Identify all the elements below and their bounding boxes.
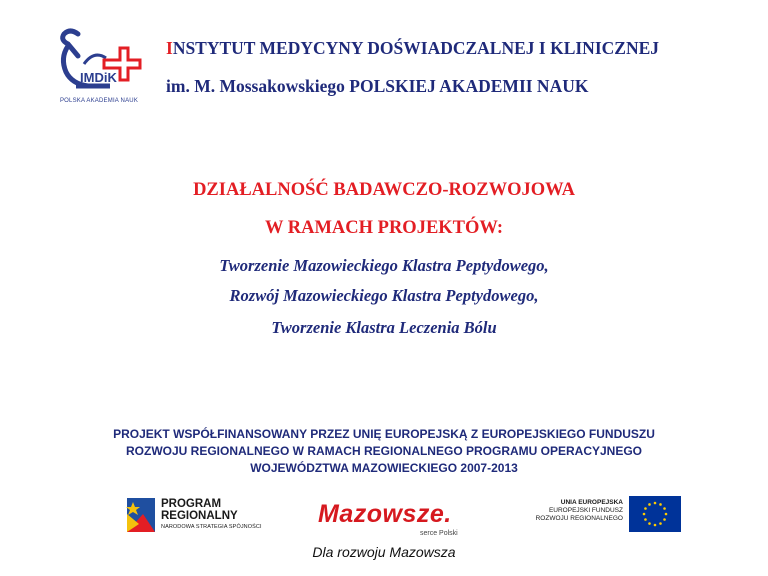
mazowsze-tagline: serce Polski [420,530,458,537]
institute-name-rest: NSTYTUT MEDYCYNY DOŚWIADCZALNEJ I KLINICZNEJ [172,38,660,58]
funding-line: ROZWOJU REGIONALNEGO W RAMACH REGIONALNEGO PROGRAMU OPERACYJNEGO [125,444,643,458]
eu-star [643,513,646,516]
eu-line-3: ROZWOJU REGIONALNEGO [535,515,623,522]
funding-line: PROJEKT WSPÓŁFINANSOWANY PRZEZ UNIĘ EUROPEJSKĄ Z EUROPEJSKIEGO FUNDUSZU [113,427,655,441]
institute-name [166,38,659,59]
imdik-logo-name: IMDiK [80,70,117,85]
mazowsze-wordmark: Mazowsze. [318,500,452,528]
eu-star [648,522,651,525]
program-line-2: REGIONALNY [161,510,238,522]
project-item: Rozwój Mazowieckiego Klastra Peptydowego, [229,286,539,305]
eu-star [654,524,657,527]
title-line-1: DZIAŁALNOŚĆ BADAWCZO-ROZWOJOWA [193,180,575,200]
eu-star [665,513,668,516]
eu-star [654,502,657,505]
title-line-2: W RAMACH PROJEKTÓW: [264,218,504,238]
eu-star [648,503,651,506]
imdik-logo [54,24,144,108]
eu-fund-text [520,499,623,523]
eu-star [659,503,662,506]
imdik-logo-subtitle: POLSKA AKADEMIA NAUK [59,98,139,104]
project-item: Tworzenie Mazowieckiego Klastra Peptydowego, [219,256,549,275]
eu-line-1: UNIA EUROPEJSKA [560,499,623,506]
eu-star [659,522,662,525]
program-line-1: PROGRAM [161,498,222,510]
project-item: Tworzenie Klastra Leczenia Bólu [271,318,497,337]
eu-line-2: EUROPEJSKI FUNDUSZ [548,507,623,514]
slogan: Dla rozwoju Mazowsza [312,544,456,560]
program-regionalny-text [161,498,262,530]
program-regionalny-logo [123,494,283,538]
eu-star [644,507,647,510]
program-regionalny-icon [123,494,159,538]
institute-initial: I [166,38,173,58]
eu-star [644,518,647,521]
eu-star [663,507,666,510]
program-subtitle: NARODOWA STRATEGIA SPÓJNOŚCI [161,524,262,530]
institute-subname: im. M. Mossakowskiego POLSKIEJ AKADEMII NAUK [166,76,589,96]
funding-line: WOJEWÓDZTWA MAZOWIECKIEGO 2007-2013 [250,461,518,475]
eu-flag-icon [629,496,681,532]
eu-star [663,518,666,521]
imdik-emblem [54,24,144,100]
mazowsze-logo [316,500,476,543]
